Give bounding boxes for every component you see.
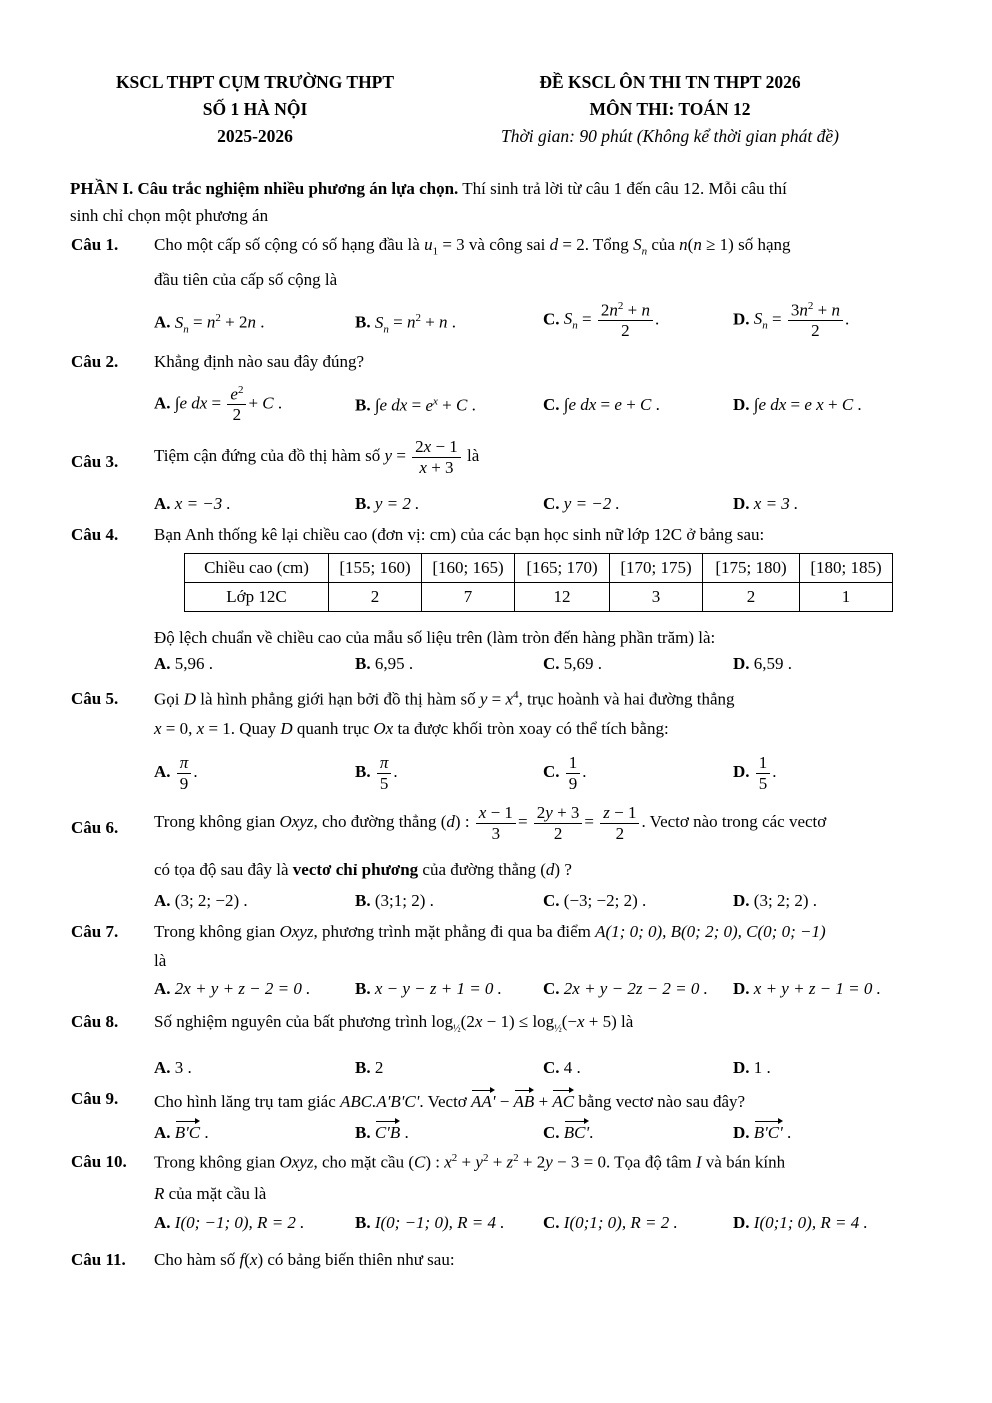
q5-text-c: , trục hoành và hai đường thẳng [518, 689, 735, 709]
q7-label: Câu 7. [71, 922, 119, 941]
q6-option-b[interactable]: B. (3;1; 2) . [355, 891, 434, 910]
q4-option-a[interactable]: A. 5,96 . [154, 654, 214, 673]
q1-text-a: Cho một cấp số cộng có số hạng đầu là [154, 235, 420, 254]
q5-text-d: . Quay [230, 719, 277, 738]
q5-option-c[interactable]: C. $\frac{1}{9}$ . [543, 753, 587, 793]
part1-intro-text: Thí sinh trả lời từ câu 1 đến câu 12. Mỗi câu thí [458, 179, 787, 198]
q6-line2-bold: vectơ chỉ phương [292, 860, 419, 879]
q10-text-a: Trong không gian [154, 1152, 276, 1172]
q6-line2-a: có tọa độ sau đây là [154, 860, 293, 879]
q8-text: Số nghiệm nguyên của bất phương trình $\log_{\frac{1}{2}}(2x - 1) \le \log_{\frac{1}{2}}(-x + 5)$ là [154, 1012, 634, 1035]
q5-text-b: là hình phẳng giới hạn bởi đồ thị hàm số [200, 689, 476, 709]
q3-text: Tiệm cận đứng của đồ thị hàm số y = $\frac{2x - 1}{x + 3}$ là [154, 437, 480, 477]
q4-label: Câu 4. [71, 525, 119, 544]
q6-option-d[interactable]: D. (3; 2; 2) . [733, 891, 818, 910]
q2-text: Khẳng định nào sau đây đúng? [154, 352, 365, 371]
q10-text-c: . Tọa độ tâm [605, 1152, 692, 1172]
q3-option-b[interactable]: B. y = 2 . [355, 494, 420, 513]
q7-option-d[interactable]: D. x + y + z − 1 = 0 . [733, 979, 881, 998]
q4-option-b[interactable]: B. 6,95 . [355, 654, 414, 673]
q1-label: Câu 1. [71, 235, 119, 254]
header-right-line2: MÔN THI: TOÁN 12 [589, 99, 751, 119]
q7-line2: là [154, 951, 167, 970]
q10-line2: R của mặt cầu là [154, 1184, 267, 1203]
q9-label: Câu 9. [71, 1089, 119, 1108]
q2-option-a[interactable]: A. ∫e dx = $\frac{e^2}{2}$ + C . [154, 384, 283, 425]
q1-text-d: của [651, 235, 675, 254]
q10-text-b: , cho mặt cầu [313, 1152, 405, 1172]
q6-line2-c: của đường thẳng [418, 860, 536, 879]
table-cell: 1 [800, 583, 893, 612]
q8-option-d[interactable]: D. 1 . [733, 1058, 771, 1077]
q2-option-d[interactable]: D. ∫e dx = e x + C . [733, 395, 862, 414]
q3-text-tail: là [467, 445, 480, 465]
q6-line2: có tọa độ sau đây là vectơ chỉ phương của đường thẳng (d) ? [154, 860, 572, 879]
q4-option-d[interactable]: D. 6,59 . [733, 654, 793, 673]
q7-option-a[interactable]: A. 2x + y + z − 2 = 0 . [154, 979, 311, 998]
q1-line2: đầu tiên của cấp số cộng là [154, 270, 338, 289]
q7-text-b: , phương trình mặt phẳng đi qua ba điểm [313, 922, 591, 941]
q10-option-d[interactable]: D. I(0;1; 0), R = 4 . [733, 1213, 868, 1232]
q5-text: Gọi D là hình phẳng giới hạn bởi đồ thị hàm số $y = x^4$, trục hoành và hai đường thẳng [154, 689, 735, 709]
table-cell: Lớp 12C [185, 583, 329, 612]
q9-text-b: . Vectơ [419, 1092, 467, 1111]
table-cell: 2 [329, 583, 422, 612]
q11-text-a: Cho hàm số [154, 1250, 236, 1269]
header-left-line2: SỐ 1 HÀ NỘI [202, 99, 308, 119]
q8-option-b[interactable]: B. 2 [355, 1058, 384, 1077]
q3-text-a: Tiệm cận đứng của đồ thị hàm số [154, 445, 381, 465]
q4-text: Bạn Anh thống kê lại chiều cao (đơn vị: cm) của các bạn học sinh nữ lớp 12C ở bảng sau: [154, 525, 765, 544]
q9-option-b[interactable]: B. C'B . [355, 1120, 409, 1143]
table-cell: 7 [422, 583, 515, 612]
q6-option-a[interactable]: A. (3; 2; −2) . [154, 891, 248, 910]
part1-intro [70, 179, 787, 199]
q4-table [184, 553, 893, 612]
table-cell: 12 [515, 583, 610, 612]
q10-option-a[interactable]: A. I(0; −1; 0), R = 2 . [154, 1213, 305, 1232]
header-left-line3: 2025-2026 [217, 126, 293, 146]
q5-text-f: ta được khối tròn xoay có thể tích bằng: [397, 719, 669, 738]
q7-text-a: Trong không gian [154, 922, 276, 941]
part1-intro-line2: sinh chỉ chọn một phương án [70, 206, 269, 225]
q2-option-c[interactable]: C. ∫e dx = e + C . [543, 395, 660, 414]
table-cell: [160; 165) [422, 554, 515, 583]
q9-text-c: bằng vectơ nào sau đây? [578, 1092, 746, 1111]
q9-text: Cho hình lăng trụ tam giác ABC.A'B'C'. Vectơ AA' − AB + AC bằng vectơ nào sau đây? [154, 1089, 745, 1112]
q9-text-a: Cho hình lăng trụ tam giác [154, 1092, 336, 1111]
q1-text-e: số hạng [738, 235, 791, 254]
table-row [185, 554, 893, 583]
q1-option-d[interactable]: D. $S_n$ = $\frac{3n^2 + n}{2}$ . [733, 300, 850, 341]
q3-option-d[interactable]: D. x = 3 . [733, 494, 799, 513]
q1-text: Cho một cấp số cộng có số hạng đầu là $u_1 = 3$ và công sai d = 2. Tổng $S_n$ của n(n ≥ 1) số hạng [154, 235, 791, 258]
q10-option-b[interactable]: B. I(0; −1; 0), R = 4 . [355, 1213, 505, 1232]
q6-option-c[interactable]: C. (−3; −2; 2) . [543, 891, 647, 910]
table-cell: 3 [610, 583, 703, 612]
table-cell: [155; 160) [329, 554, 422, 583]
q9-option-a[interactable]: A. B'C . [154, 1120, 209, 1143]
q10-label: Câu 10. [71, 1152, 127, 1171]
table-cell: 2 [703, 583, 800, 612]
q8-label: Câu 8. [71, 1012, 119, 1031]
q1-option-b[interactable]: B. $S_n = n^2 + n$ . [355, 312, 457, 336]
q11-text: Cho hàm số f(x) có bảng biến thiên như sau: [154, 1250, 455, 1269]
q6-text-a: Trong không gian [154, 811, 276, 831]
q6-text-c: . Vectơ nào trong các vectơ [641, 811, 827, 831]
q4-option-c[interactable]: C. 5,69 . [543, 654, 603, 673]
q5-text-e: quanh trục [296, 719, 370, 738]
q5-option-d[interactable]: D. $\frac{1}{5}$ . [733, 753, 777, 793]
q5-option-a[interactable]: A. $\frac{\pi}{9}$ . [154, 753, 198, 793]
q7-points: A(1; 0; 0), B(0; 2; 0), C(0; 0; −1) [595, 922, 826, 941]
part1-title: PHẦN I. Câu trắc nghiệm nhiều phương án lựa chọn. [70, 179, 459, 198]
q5-label: Câu 5. [71, 689, 119, 708]
q9-option-d[interactable]: D. B'C' . [733, 1120, 791, 1143]
q3-label: Câu 3. [71, 452, 119, 471]
q7-option-c[interactable]: C. 2x + y − 2z − 2 = 0 . [543, 979, 708, 998]
table-cell: [175; 180) [703, 554, 800, 583]
q11-label: Câu 11. [71, 1250, 126, 1269]
table-row [185, 583, 893, 612]
q4-after-text: Độ lệch chuẩn về chiều cao của mẫu số liệu trên (làm tròn đến hàng phần trăm) là: [154, 628, 716, 647]
q6-label: Câu 6. [71, 818, 119, 837]
q3-option-a[interactable]: A. x = −3 . [154, 494, 231, 513]
q7-text: Trong không gian Oxyz, phương trình mặt phẳng đi qua ba điểm A(1; 0; 0), B(0; 2; 0), C(0; 0; −1) [154, 922, 826, 941]
q11-text-b: có bảng biến thiên như sau: [267, 1250, 455, 1269]
q3-option-c[interactable]: C. y = −2 . [543, 494, 620, 513]
q10-option-c[interactable]: C. I(0;1; 0), R = 2 . [543, 1213, 678, 1232]
q8-option-c[interactable]: C. 4 . [543, 1058, 581, 1077]
q5-line2: x = 0, x = 1. Quay D quanh trục Ox ta được khối tròn xoay có thể tích bằng: [154, 719, 669, 738]
q8-option-a[interactable]: A. 3 . [154, 1058, 192, 1077]
q10-text: Trong không gian Oxyz, cho mặt cầu (C) : $x^2 + y^2 + z^2 + 2y - 3 = 0$. Tọa độ tâm I và bán kính [154, 1152, 786, 1172]
q6-line2-d: ? [564, 860, 572, 879]
q6-text: Trong không gian Oxyz, cho đường thẳng (d) : $\frac{x - 1}{3}$ = $\frac{2y + 3}{2}$ = $\frac{z - 1}{2}$ . Vectơ nào trong các vectơ [154, 803, 827, 843]
table-cell: Chiều cao (cm) [185, 554, 329, 583]
q7-option-b[interactable]: B. x − y − z + 1 = 0 . [355, 979, 502, 998]
q5-text-a: Gọi [154, 689, 180, 709]
table-cell: [180; 185) [800, 554, 893, 583]
header-left-line1: KSCL THPT CỤM TRƯỜNG THPT [115, 72, 395, 92]
q5-option-b[interactable]: B. $\frac{\pi}{5}$ . [355, 753, 398, 793]
header-right-line1: ĐỀ KSCL ÔN THI TN THPT 2026 [539, 72, 801, 92]
q1-option-c[interactable]: C. $S_n$ = $\frac{2n^2 + n}{2}$ . [543, 300, 660, 341]
q2-option-b[interactable]: B. ∫e dx = $e^x + C$ . [355, 395, 476, 415]
table-cell: [165; 170) [515, 554, 610, 583]
q8-text-a: Số nghiệm nguyên của bất phương trình [154, 1012, 428, 1031]
q8-text-tail: là [620, 1012, 634, 1031]
q1-option-a[interactable]: A. $S_n = n^2 + 2n$ . [154, 312, 265, 336]
header-right-line3: Thời gian: 90 phút (Không kể thời gian phát đề) [500, 126, 840, 146]
q1-text-c: . Tổng [584, 235, 629, 254]
q9-option-c[interactable]: C. BC'. [543, 1120, 593, 1143]
q6-text-b: , cho đường thẳng [313, 811, 437, 831]
q10-text-d: và bán kính [705, 1152, 786, 1172]
q1-text-b: và công sai [468, 235, 546, 254]
table-cell: [170; 175) [610, 554, 703, 583]
q2-label: Câu 2. [71, 352, 119, 371]
